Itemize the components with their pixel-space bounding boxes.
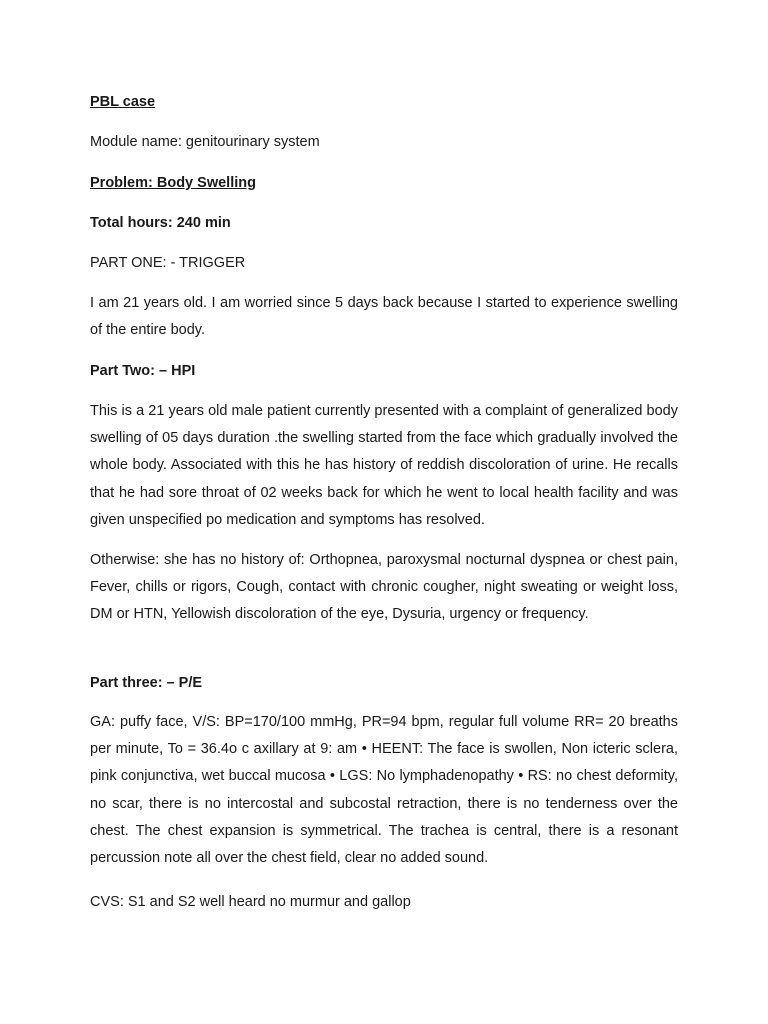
module-name: Module name: genitourinary system xyxy=(90,134,320,150)
part-two-heading: Part Two: – HPI xyxy=(90,363,196,379)
otherwise-paragraph: Otherwise: she has no history of: Orthopnea, paroxysmal nocturnal dyspnea or chest pain, Fever, chills or rigors, Cough, contact with chronic cougher, night sweating or weight loss, DM or HTN, Yellowish discoloration of the eye, Dysuria, urgency or frequency. xyxy=(90,552,678,623)
part-one-heading: PART ONE: - TRIGGER xyxy=(90,255,246,271)
part-three-paragraph: GA: puffy face, V/S: BP=170/100 mmHg, PR=94 bpm, regular full volume RR= 20 breaths per minute, To = 36.4o c axillary at 9: am • HEENT: The face is swollen, Non icteric sclera, pink conjunctiva, wet buccal mucosa • LGS: No lymphadenopathy • RS: no chest deformity, no scar, there is no intercostal and subcostal retraction, there is no tenderness over the chest. The chest expansion is symmetrical. The trachea is central, there is a resonant percussion note all over the chest field, clear no added sound. xyxy=(90,714,678,867)
part-one-paragraph: I am 21 years old. I am worried since 5 days back because I started to experience swelling of the entire body. xyxy=(90,295,678,339)
part-three-heading: Part three: – P/E xyxy=(90,675,203,691)
cvs-finding: CVS: S1 and S2 well heard no murmur and gallop xyxy=(90,894,411,910)
problem-heading: Problem: Body Swelling xyxy=(90,175,256,191)
document-title: PBL case xyxy=(90,94,156,110)
part-two-paragraph: This is a 21 years old male patient currently presented with a complaint of generalized body swelling of 05 days duration .the swelling started from the face which gradually involved the whole body. Associated with this he has history of reddish discoloration of urine. He recalls that he had sore throat of 02 weeks back for which he went to local health facility and was given unspecified po medication and symptoms has resolved. xyxy=(90,403,678,528)
total-hours: Total hours: 240 min xyxy=(90,215,231,231)
